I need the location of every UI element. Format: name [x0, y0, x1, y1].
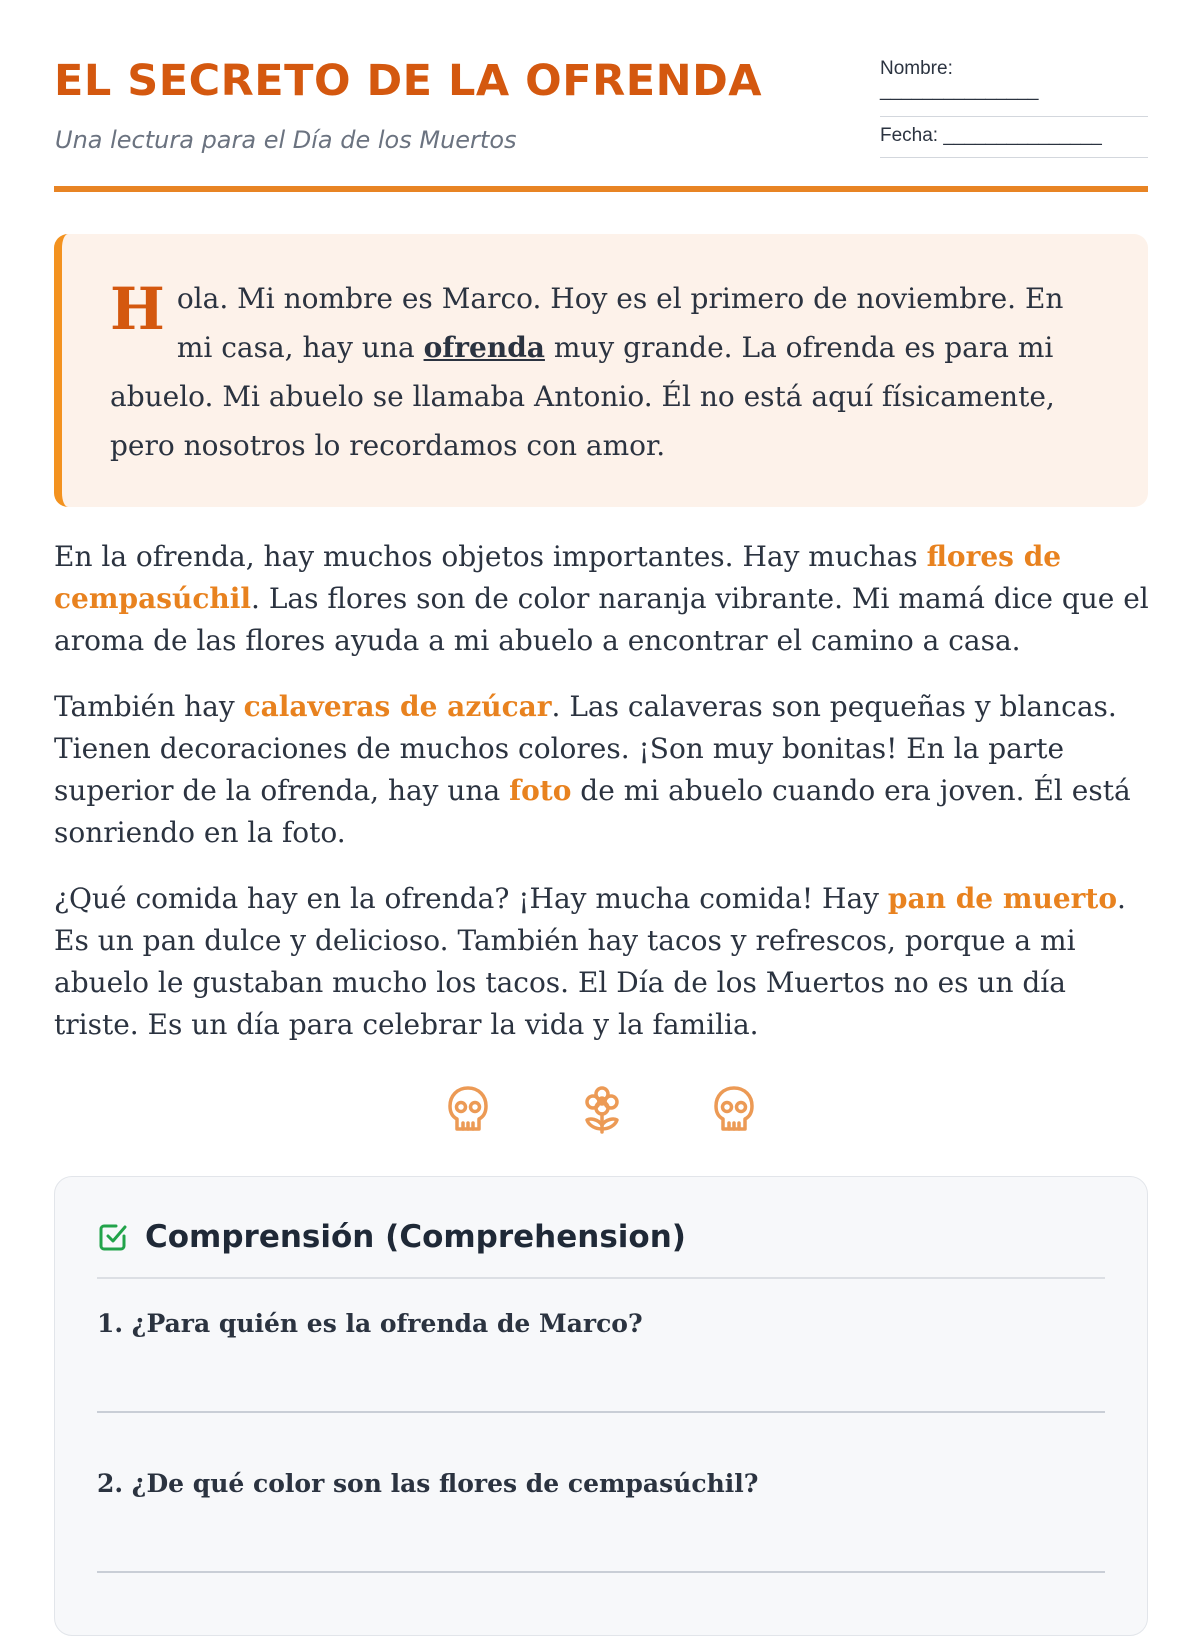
keyword-pan-de-muerto: pan de muerto — [887, 882, 1118, 915]
question-1: 1. ¿Para quién es la ofrenda de Marco? — [97, 1309, 643, 1338]
comprehension-header — [97, 1219, 686, 1255]
comprehension-card — [54, 1176, 1148, 1636]
paragraph-calaveras — [54, 686, 1154, 854]
date-label: Fecha: _______________ — [880, 125, 1102, 146]
decorative-icons — [0, 1085, 1200, 1137]
keyword-foto: foto — [509, 774, 572, 807]
p1-text-2: . Las flores son de color naranja vibrante. Mi mamá dice que el aroma de las flores ayuda a mi abuelo a encontrar el camino a casa. — [54, 582, 1149, 657]
name-field[interactable] — [880, 58, 1148, 117]
student-info — [880, 58, 1148, 158]
keyword-ofrenda: ofrenda — [423, 331, 545, 364]
page-subtitle: Una lectura para el Día de los Muertos — [55, 126, 517, 154]
drop-cap: H — [110, 275, 165, 343]
header-divider — [54, 186, 1148, 192]
answer-line-2[interactable] — [97, 1571, 1105, 1573]
skull-icon — [446, 1085, 490, 1135]
intro-box — [54, 234, 1148, 507]
p2-text-1: También hay — [54, 690, 244, 723]
flower-icon — [580, 1085, 624, 1135]
p1-text-1: En la ofrenda, hay muchos objetos importantes. Hay muchas — [54, 540, 927, 573]
p2-text-2: . Las calaveras son pequeñas y blancas. Tienen decoraciones de muchos colores. ¡Son muy bonitas! En la parte superior de la ofrenda, hay una — [54, 690, 1117, 807]
keyword-cempasuchil: flores de cempasúchil — [54, 540, 1062, 615]
question-2: 2. ¿De qué color son las flores de cempasúchil? — [97, 1469, 759, 1498]
p3-text-1: ¿Qué comida hay en la ofrenda? ¡Hay mucha comida! Hay — [54, 882, 888, 915]
name-blank: _______________ — [880, 80, 1039, 101]
paragraph-flowers — [54, 536, 1154, 662]
skull-icon — [712, 1085, 756, 1135]
comprehension-title: Comprensión (Comprehension) — [145, 1219, 686, 1255]
p3-text-2: . Es un pan dulce y delicioso. También hay tacos y refrescos, porque a mi abuelo le gustaban mucho los tacos. El Día de los Muertos no es un día triste. Es un día para celebrar la vida y la familia. — [54, 882, 1126, 1041]
paragraph-food — [54, 878, 1154, 1046]
intro-text-1: ola. Mi nombre es Marco. Hoy es el primero de noviembre. En mi casa, hay una — [176, 282, 1064, 364]
intro-paragraph — [110, 274, 1100, 470]
checkbox-checked-icon — [97, 1221, 129, 1253]
name-label: Nombre: — [880, 58, 953, 79]
date-field[interactable] — [880, 117, 1148, 158]
p2-text-3: de mi abuelo cuando era joven. Él está sonriendo en la foto. — [54, 774, 1131, 849]
page-title: EL SECRETO DE LA OFRENDA — [54, 56, 763, 106]
comprehension-divider — [97, 1277, 1105, 1279]
intro-text-2: muy grande. La ofrenda es para mi abuelo. Mi abuelo se llamaba Antonio. Él no está aquí físicamente, pero nosotros lo recordamos con amor. — [110, 331, 1055, 462]
keyword-calaveras: calaveras de azúcar — [243, 690, 552, 723]
answer-line-1[interactable] — [97, 1411, 1105, 1413]
